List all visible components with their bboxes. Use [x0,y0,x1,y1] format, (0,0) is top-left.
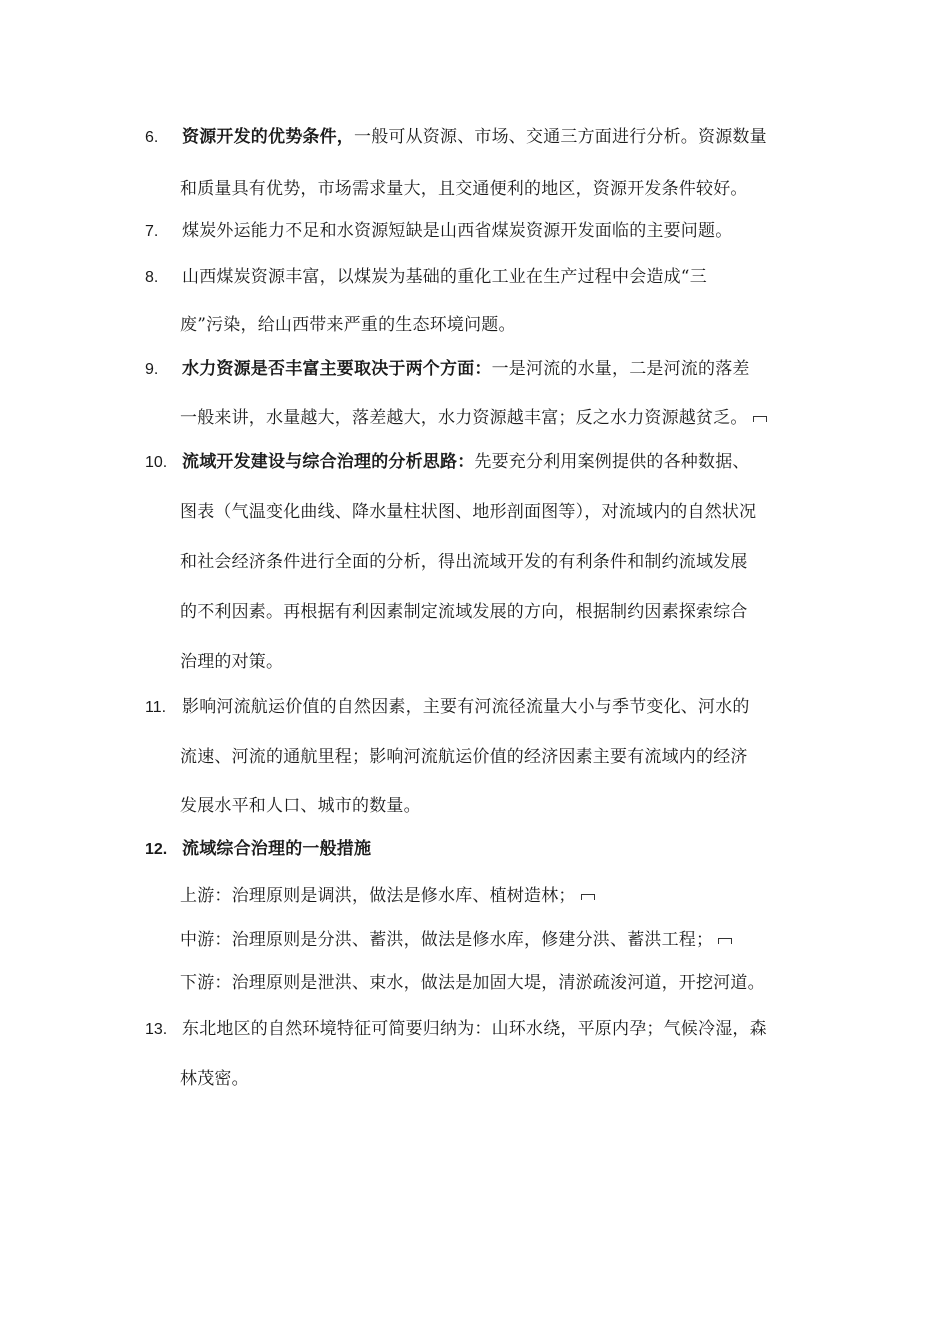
item-line [180,407,820,429]
item-line [182,838,822,860]
line-text: 先要充分利用案例提供的各种数据、 [474,452,750,472]
item-line [182,1018,822,1040]
line-text: 煤炭外运能力不足和水资源短缺是山西省煤炭资源开发面临的主要问题。 [182,221,733,241]
bold-lead: 水力资源是否丰富主要取决于两个方面： [182,359,492,379]
line-text: 下游：治理原则是泄洪、束水，做法是加固大堤，清淤疏浚河道，开挖河道。 [180,973,765,993]
item-line [180,601,820,623]
bold-lead: 资源开发的优势条件， [182,127,354,147]
line-text: 影响河流航运价值的自然因素，主要有河流径流量大小与季节变化、河水的 [182,697,750,717]
bold-lead: 流域综合治理的一般措施 [182,839,372,859]
bold-lead: 流域开发建设与综合治理的分析思路： [182,452,475,472]
line-text: 东北地区的自然环境特征可简要归纳为：山环水绕，平原内孕；气候冷湿，森 [182,1019,767,1039]
line-text: 治理的对策。 [180,652,284,672]
item-line [180,178,820,200]
item-line [180,746,820,768]
line-text: 流速、河流的通航里程；影响河流航运价值的经济因素主要有流域内的经济 [180,747,748,767]
item-number: 7. [145,223,159,240]
line-text: 一是河流的水量，二是河流的落差 [491,359,750,379]
line-text: 的不利因素。再根据有利因素制定流域发展的方向，根据制约因素探索综合 [180,602,748,622]
item-line [182,358,822,380]
line-text: 一般来讲，水量越大，落差越大，水力资源越丰富；反之水力资源越贫乏。 [180,408,748,428]
item-number: 8. [145,269,159,286]
line-text: 林茂密。 [180,1069,249,1089]
item-line [180,651,820,673]
item-number: 10. [145,454,168,471]
line-text: 和社会经济条件进行全面的分析，得出流域开发的有利条件和制约流域发展 [180,552,748,572]
item-number: 12. [145,841,168,858]
item-line [180,795,820,817]
item-number: 11. [145,699,167,716]
line-text: 图表（气温变化曲线、降水量柱状图、地形剖面图等），对流域内的自然状况 [180,502,757,522]
item-line [180,929,820,951]
line-text: 中游：治理原则是分洪、蓄洪，做法是修水库，修建分洪、蓄洪工程； [180,930,714,950]
item-line [182,696,822,718]
line-text: 山西煤炭资源丰富，以煤炭为基础的重化工业在生产过程中会造成“三 [182,267,707,287]
item-line [180,1068,820,1090]
item-line [180,885,820,907]
paragraph-mark-icon [752,414,768,424]
item-number: 9. [145,361,159,378]
line-text: 发展水平和人口、城市的数量。 [180,796,421,816]
paragraph-mark-icon [717,936,733,946]
paragraph-mark-icon [580,892,596,902]
item-line [182,126,822,148]
line-text: 一般可从资源、市场、交通三方面进行分析。资源数量 [354,127,767,147]
item-line [180,501,820,523]
line-text: 废”污染，给山西带来严重的生态环境问题。 [180,315,516,335]
line-text: 和质量具有优势，市场需求量大，且交通便利的地区，资源开发条件较好。 [180,179,748,199]
item-number: 6. [145,129,159,146]
item-line [180,314,820,336]
line-text: 上游：治理原则是调洪，做法是修水库、植树造林； [180,886,576,906]
item-line [180,972,820,994]
item-line [180,551,820,573]
item-line [182,266,822,288]
item-line [182,451,822,473]
item-line [182,220,822,242]
item-number: 13. [145,1021,168,1038]
